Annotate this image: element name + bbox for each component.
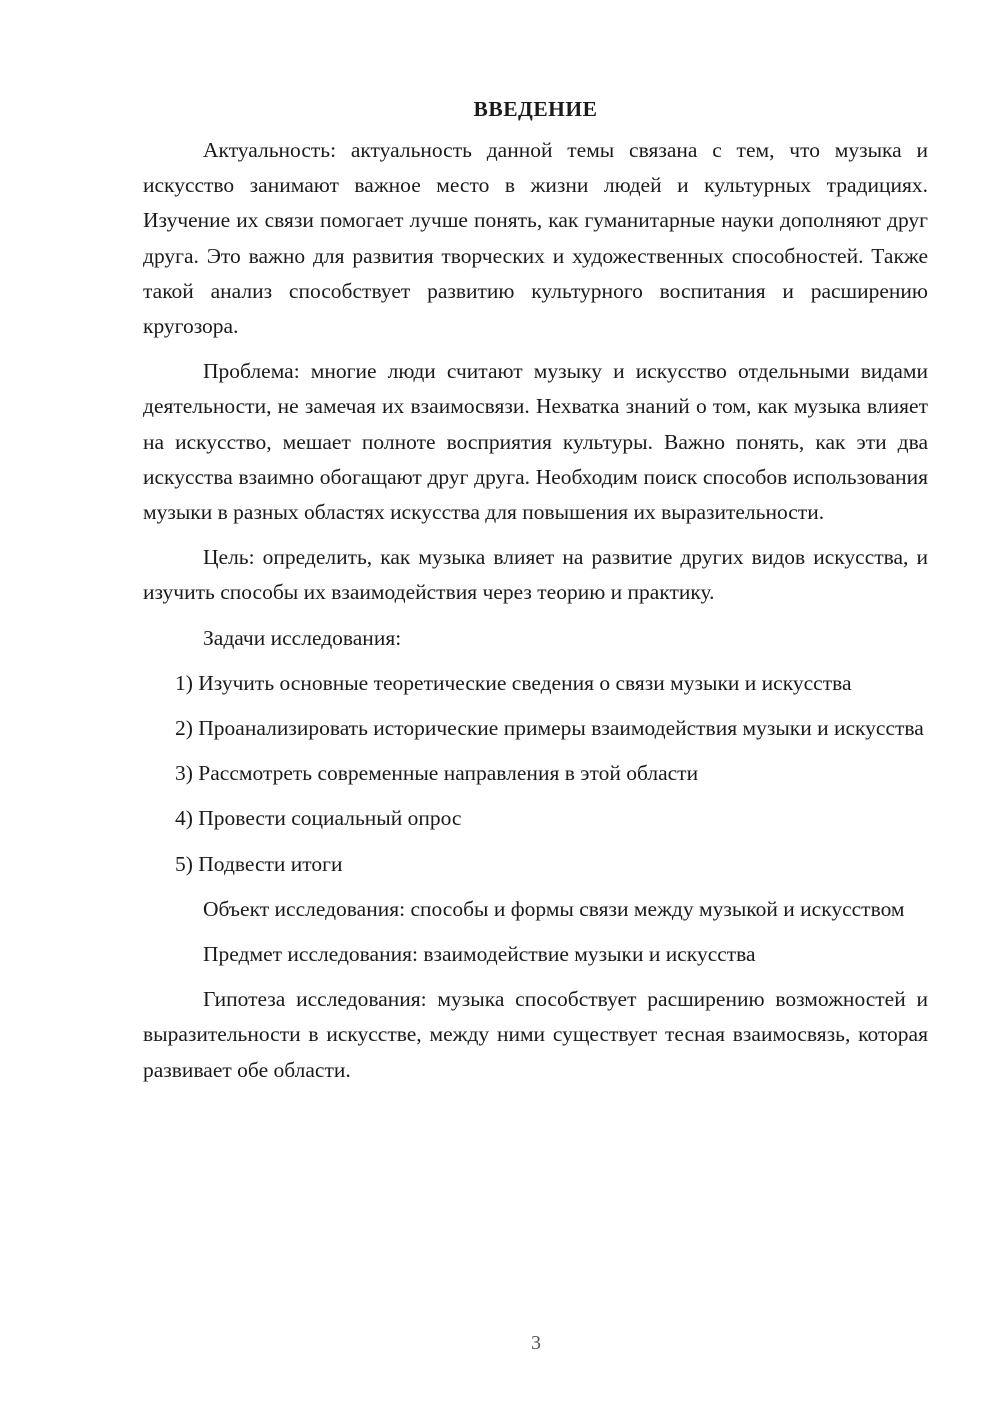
task-item-5: 5) Подвести итоги	[175, 851, 343, 876]
task-item-1: 1) Изучить основные теоретические сведения о связи музыки и искусства	[175, 670, 852, 695]
section-heading: ВВЕДЕНИЕ	[473, 97, 598, 121]
problem-paragraph: Проблема: многие люди считают музыку и искусство отдельными видами деятельности, не замечая их взаимосвязи. Нехватка знаний о том, как музыка влияет на искусство, мешает полноте восприятия культуры. Важно понять, как эти два искусства взаимно обогащают друг друга. Необходим поиск способов использования музыки в разных областях искусства для повышения их выразительности.	[143, 359, 928, 525]
task-item-2: 2) Проанализировать исторические примеры взаимодействия музыки и искусства	[175, 716, 924, 741]
document-page	[143, 92, 928, 1088]
goal-paragraph: Цель: определить, как музыка влияет на развитие других видов искусства, и изучить способы их взаимодействия через теорию и практику.	[143, 545, 928, 605]
hypothesis-paragraph: Гипотеза исследования: музыка способствует расширению возможностей и выразительности в искусстве, между ними существует тесная взаимосвязь, которая развивает обе области.	[143, 987, 928, 1082]
relevance-paragraph: Актуальность: актуальность данной темы связана с тем, что музыка и искусство занимают важное место в жизни людей и культурных традициях. Изучение их связи помогает лучше понять, как гуманитарные науки дополняют друг друга. Это важно для развития творческих и художественных способностей. Также такой анализ способствует развитию культурного воспитания и расширению кругозора.	[143, 138, 928, 339]
subject-paragraph: Предмет исследования: взаимодействие музыки и искусства	[203, 942, 756, 967]
task-item-4: 4) Провести социальный опрос	[175, 806, 462, 831]
tasks-title: Задачи исследования:	[203, 625, 402, 650]
task-item-3: 3) Рассмотреть современные направления в этой области	[175, 761, 699, 786]
page-number: 3	[531, 1332, 541, 1354]
object-paragraph: Объект исследования: способы и формы связи между музыкой и искусством	[203, 896, 905, 921]
